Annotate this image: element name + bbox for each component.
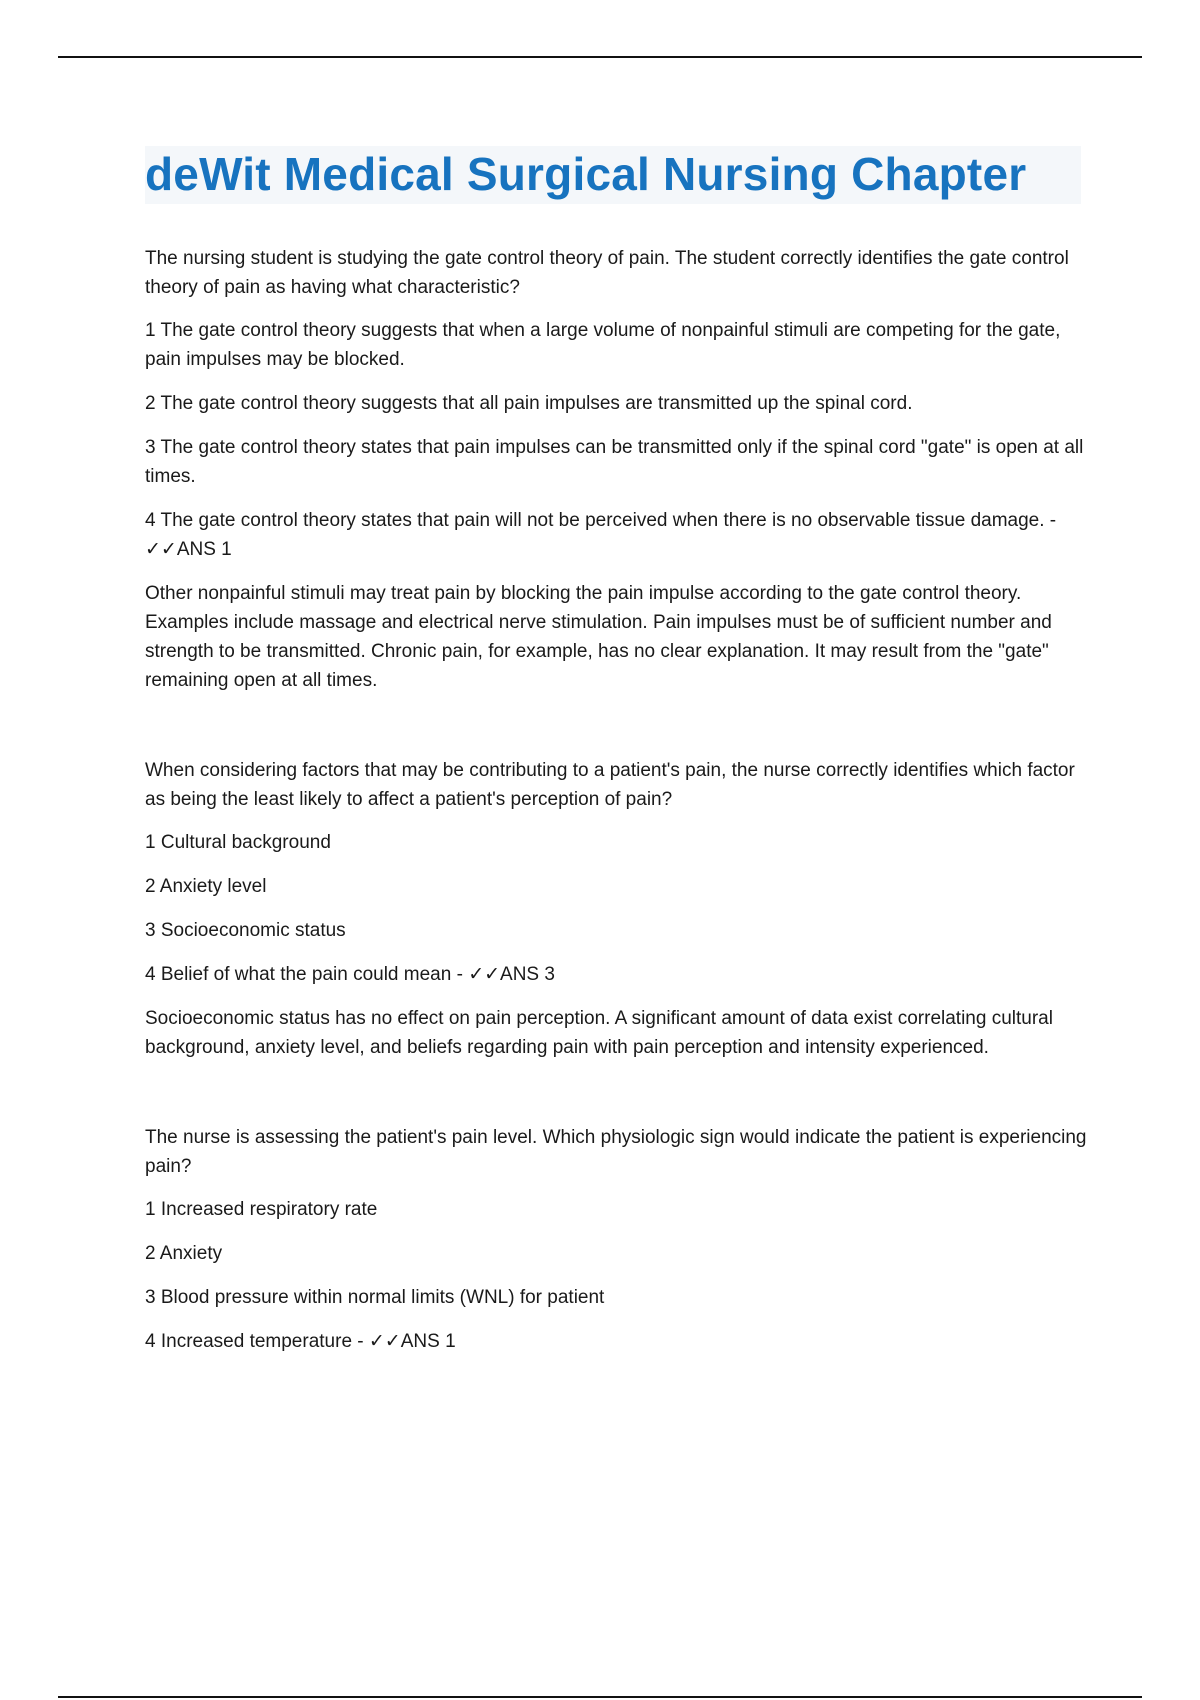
question-block-1 bbox=[145, 244, 1090, 695]
answer-option: 3 The gate control theory states that pain impulses can be transmitted only if the spinal cord "gate" is open at all times. bbox=[145, 437, 1084, 487]
answer-option: 3 Blood pressure within normal limits (WNL) for patient bbox=[145, 1287, 605, 1308]
answer-option-with-key: 4 Belief of what the pain could mean - ✓✓ANS 3 bbox=[145, 964, 555, 985]
document-title: deWit Medical Surgical Nursing Chapter bbox=[145, 146, 1081, 204]
question-stem: When considering factors that may be contributing to a patient's pain, the nurse correctly identifies which factor as being the least likely to affect a patient's perception of pain? bbox=[145, 760, 1075, 810]
answer-option: 1 Cultural background bbox=[145, 832, 331, 853]
answer-option: 2 The gate control theory suggests that all pain impulses are transmitted up the spinal cord. bbox=[145, 393, 913, 414]
answer-option-with-key: 4 Increased temperature - ✓✓ANS 1 bbox=[145, 1331, 456, 1352]
top-rule bbox=[58, 56, 1142, 58]
question-block-2 bbox=[145, 756, 1090, 1062]
bottom-rule bbox=[58, 1696, 1142, 1698]
rationale-text: Socioeconomic status has no effect on pain perception. A significant amount of data exist correlating cultural background, anxiety level, and beliefs regarding pain with pain perception and intensity experienced. bbox=[145, 1008, 1053, 1058]
document-body bbox=[145, 146, 1090, 1371]
answer-option: 1 Increased respiratory rate bbox=[145, 1199, 378, 1220]
spacer bbox=[145, 695, 1090, 756]
question-stem: The nurse is assessing the patient's pain level. Which physiologic sign would indicate the patient is experiencing pain? bbox=[145, 1127, 1087, 1177]
answer-option: 2 Anxiety bbox=[145, 1243, 223, 1264]
spacer bbox=[145, 1062, 1090, 1123]
answer-option: 1 The gate control theory suggests that when a large volume of nonpainful stimuli are competing for the gate, pain impulses may be blocked. bbox=[145, 320, 1061, 370]
answer-option: 3 Socioeconomic status bbox=[145, 920, 346, 941]
rationale-text: Other nonpainful stimuli may treat pain by blocking the pain impulse according to the gate control theory. Examples include massage and electrical nerve stimulation. Pain impulses must be of sufficient number and strength to be transmitted. Chronic pain, for example, has no clear explanation. It may result from the "gate" remaining open at all times. bbox=[145, 583, 1052, 691]
answer-option-with-key: 4 The gate control theory states that pain will not be perceived when there is no observable tissue damage. - ✓✓ANS 1 bbox=[145, 510, 1057, 560]
question-stem: The nursing student is studying the gate control theory of pain. The student correctly identifies the gate control theory of pain as having what characteristic? bbox=[145, 248, 1069, 298]
answer-option: 2 Anxiety level bbox=[145, 876, 267, 897]
question-block-3 bbox=[145, 1123, 1090, 1356]
